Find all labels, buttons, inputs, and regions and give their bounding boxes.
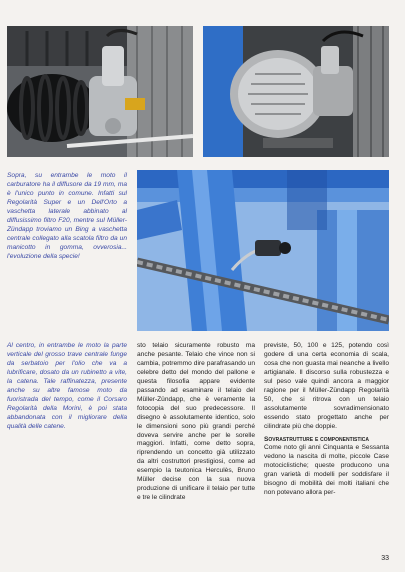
- article-column-middle: [137, 342, 255, 503]
- caption-carburetors: [7, 172, 127, 262]
- caption-oil-tank-text: Al centro, in entrambe le moto la parte verticale del grosso trave centrale funge da serbatoio per l'olio che va a lubrificare, dosato da un rubinetto a vite, la catena. Tale raffinatezza, presente anche su altre famose moto da fuoristrada del tempo, come il Corsaro Regolarità della Morini, è poi stata abbandonata con il migliorare della qualità delle catene.: [7, 342, 127, 430]
- carburetor-dellorto-illustration: [7, 26, 193, 157]
- article-column-right-text: previste, 50, 100 e 125, potendo così godere di una certa economia di scala, cosa che non guasta mai neanche a livello artigianale. Il discorso sulla robustezza e sul peso vale quindi ancora a maggior ragione per il Müller-Zündapp Regolarità 50, che si ritrova con un telaio assolutamente sovradimensionato essendo stato progettato anche per cilindrate più che doppie.: [264, 342, 389, 430]
- page-number: 33: [381, 555, 389, 562]
- section-text: Come noto gli anni Cinquanta e Sessanta vedono la nascita di molte, piccole Case motociclistiche; queste producono una gran varietà di modelli per soddisfare il bisogno di mobilità dei molti italiani che non potevano allora per-: [264, 444, 389, 497]
- frame-chain-illustration: [137, 170, 389, 331]
- photo-frame-chain-oiler: [137, 170, 389, 331]
- article-column-middle-text: sto telaio sicuramente robusto ma anche pesante. Telaio che vince non si cambia, potremmo dire parafrasando un celebre detto del mondo del pallone e questa filosofia appare evidente passando ad esaminare il telaio del Müller-Zündapp, che è veramente la fotocopia del suo predecessore. Il disegno è assolutamente identico, solo le dimensioni sono più grandi perché doveva servire anche per le sorelle maggiori. Infatti, come detto sopra, riprendendo un concetto già utilizzato da altri costruttori prestigiosi, come ad esempio la teutonica Herculès, Bruno Müller decise con la sua nuova produzione di unificare il telaio per tutte e tre le cilindrate: [137, 342, 255, 502]
- caption-carburetors-text: Sopra, su entrambe le moto il carburatore ha il diffusore da 19 mm, ma è l'unico punto in comune. Infatti sul Regolarità Super e un Dell'Orto a vaschetta laterale abbinato al diffusissimo filtro F20, mentre sul Müller-Zündapp troviamo un Bing a vaschetta centrale collegato alla scatola filtro da un manicotto in gomma, ovverosia... l'evoluzione della specie!: [7, 172, 127, 260]
- carburetor-bing-illustration: [203, 26, 389, 157]
- article-column-right: [264, 342, 389, 498]
- photo-carburetor-dellorto: [7, 26, 193, 157]
- caption-oil-tank-frame: [7, 342, 127, 432]
- section-heading: Sovrastrutture e componentistica: [264, 435, 370, 443]
- photo-carburetor-bing: [203, 26, 389, 157]
